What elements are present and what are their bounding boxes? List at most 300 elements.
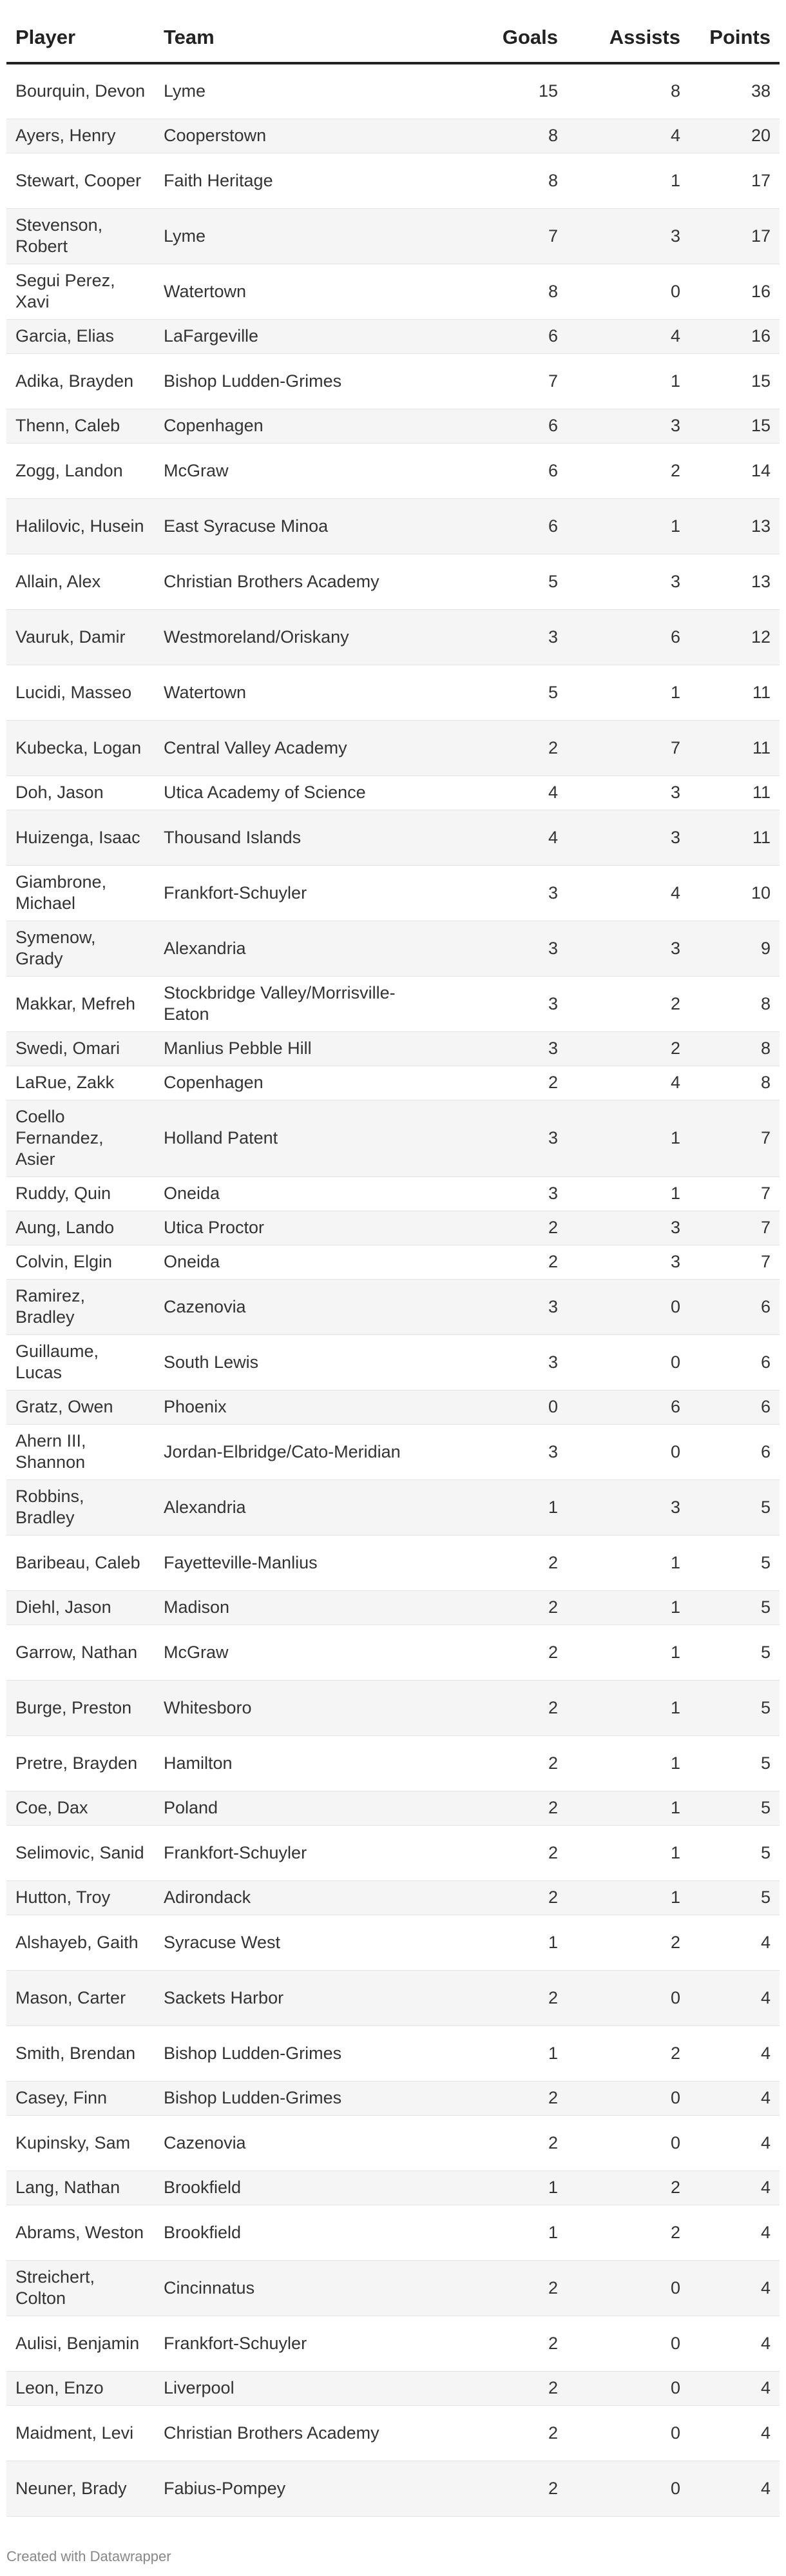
cell-player: Ahern III, Shannon: [6, 1424, 155, 1479]
cell-assists: 0: [567, 2371, 689, 2405]
table-row: [6, 976, 780, 1031]
cell-points: 4: [689, 1970, 780, 2025]
cell-assists: 4: [567, 319, 689, 353]
cell-player: Lucidi, Masseo: [6, 665, 155, 720]
cell-assists: 0: [567, 1424, 689, 1479]
cell-team: Brookfield: [155, 2171, 438, 2205]
table-row: [6, 319, 780, 353]
cell-team: Westmoreland/Oriskany: [155, 609, 438, 665]
cell-points: 16: [689, 264, 780, 319]
cell-player: Alshayeb, Gaith: [6, 1915, 155, 1970]
cell-assists: 4: [567, 865, 689, 921]
cell-goals: 3: [438, 1176, 567, 1211]
cell-points: 12: [689, 609, 780, 665]
cell-assists: 1: [567, 1825, 689, 1880]
cell-points: 6: [689, 1390, 780, 1424]
cell-points: 11: [689, 776, 780, 810]
table-row: [6, 1100, 780, 1176]
cell-goals: 2: [438, 2371, 567, 2405]
cell-player: Coe, Dax: [6, 1791, 155, 1825]
cell-team: Copenhagen: [155, 409, 438, 443]
cell-points: 20: [689, 119, 780, 153]
cell-player: Makkar, Mefreh: [6, 976, 155, 1031]
cell-points: 17: [689, 153, 780, 208]
column-header-assists[interactable]: Assists: [567, 13, 689, 63]
cell-team: Hamilton: [155, 1735, 438, 1791]
cell-player: Halilovic, Husein: [6, 498, 155, 554]
table-row: [6, 153, 780, 208]
cell-goals: 3: [438, 1031, 567, 1066]
table-row: [6, 1880, 780, 1915]
cell-points: 6: [689, 1334, 780, 1390]
table-row: [6, 1424, 780, 1479]
table-row: [6, 2171, 780, 2205]
cell-goals: 3: [438, 921, 567, 976]
cell-assists: 3: [567, 810, 689, 865]
cell-goals: 1: [438, 2171, 567, 2205]
table-row: [6, 2461, 780, 2516]
cell-assists: 2: [567, 2171, 689, 2205]
cell-assists: 3: [567, 554, 689, 609]
cell-goals: 2: [438, 2316, 567, 2371]
table-row: [6, 1176, 780, 1211]
cell-assists: 0: [567, 2405, 689, 2461]
cell-player: Huizenga, Isaac: [6, 810, 155, 865]
cell-points: 4: [689, 2115, 780, 2171]
cell-team: Christian Brothers Academy: [155, 554, 438, 609]
cell-assists: 1: [567, 353, 689, 409]
cell-assists: 0: [567, 1279, 689, 1334]
cell-points: 4: [689, 2260, 780, 2316]
cell-goals: 1: [438, 2025, 567, 2081]
table-header: [6, 13, 780, 63]
cell-assists: 3: [567, 409, 689, 443]
column-header-player[interactable]: Player: [6, 13, 155, 63]
table-row: [6, 2371, 780, 2405]
cell-assists: 1: [567, 1880, 689, 1915]
cell-assists: 4: [567, 119, 689, 153]
cell-goals: 3: [438, 1100, 567, 1176]
cell-player: Garcia, Elias: [6, 319, 155, 353]
table-row: [6, 665, 780, 720]
cell-assists: 6: [567, 609, 689, 665]
cell-assists: 7: [567, 720, 689, 776]
cell-player: Guillaume, Lucas: [6, 1334, 155, 1390]
cell-team: Cincinnatus: [155, 2260, 438, 2316]
cell-player: Ayers, Henry: [6, 119, 155, 153]
cell-points: 8: [689, 1066, 780, 1100]
cell-goals: 6: [438, 319, 567, 353]
cell-player: Diehl, Jason: [6, 1590, 155, 1625]
table-row: [6, 1825, 780, 1880]
cell-assists: 1: [567, 1791, 689, 1825]
column-header-team[interactable]: Team: [155, 13, 438, 63]
cell-points: 16: [689, 319, 780, 353]
cell-goals: 7: [438, 208, 567, 264]
cell-team: Utica Academy of Science: [155, 776, 438, 810]
cell-goals: 1: [438, 1915, 567, 1970]
cell-points: 13: [689, 498, 780, 554]
cell-player: Swedi, Omari: [6, 1031, 155, 1066]
cell-player: Aung, Lando: [6, 1211, 155, 1245]
cell-team: Lyme: [155, 208, 438, 264]
cell-team: Liverpool: [155, 2371, 438, 2405]
table-row: [6, 2260, 780, 2316]
cell-goals: 3: [438, 1424, 567, 1479]
cell-assists: 2: [567, 1031, 689, 1066]
cell-team: Faith Heritage: [155, 153, 438, 208]
table-row: [6, 554, 780, 609]
cell-team: Utica Proctor: [155, 1211, 438, 1245]
cell-assists: 0: [567, 2461, 689, 2516]
table-row: [6, 1590, 780, 1625]
cell-player: Coello Fernandez, Asier: [6, 1100, 155, 1176]
cell-points: 6: [689, 1424, 780, 1479]
table-row: [6, 776, 780, 810]
cell-team: Jordan-Elbridge/Cato-Meridian: [155, 1424, 438, 1479]
table-row: [6, 1625, 780, 1680]
cell-team: Frankfort-Schuyler: [155, 2316, 438, 2371]
cell-assists: 0: [567, 1970, 689, 2025]
cell-team: Manlius Pebble Hill: [155, 1031, 438, 1066]
cell-goals: 15: [438, 63, 567, 119]
datawrapper-credit[interactable]: Created with Datawrapper: [6, 2548, 171, 2564]
cell-player: Symenow, Grady: [6, 921, 155, 976]
cell-goals: 2: [438, 1680, 567, 1735]
table-row: [6, 353, 780, 409]
cell-goals: 2: [438, 1791, 567, 1825]
cell-team: East Syracuse Minoa: [155, 498, 438, 554]
cell-team: Cooperstown: [155, 119, 438, 153]
stats-table: [6, 13, 780, 2517]
cell-points: 4: [689, 2371, 780, 2405]
table-row: [6, 443, 780, 498]
table-row: [6, 1279, 780, 1334]
cell-assists: 3: [567, 776, 689, 810]
cell-player: Segui Perez, Xavi: [6, 264, 155, 319]
cell-points: 4: [689, 2205, 780, 2260]
cell-goals: 2: [438, 1625, 567, 1680]
cell-assists: 2: [567, 2025, 689, 2081]
cell-goals: 2: [438, 2115, 567, 2171]
cell-team: South Lewis: [155, 1334, 438, 1390]
cell-points: 13: [689, 554, 780, 609]
cell-assists: 3: [567, 1245, 689, 1279]
cell-assists: 1: [567, 153, 689, 208]
table-row: [6, 1334, 780, 1390]
cell-points: 5: [689, 1680, 780, 1735]
cell-player: Casey, Finn: [6, 2081, 155, 2115]
cell-assists: 2: [567, 1915, 689, 1970]
cell-points: 10: [689, 865, 780, 921]
cell-player: Thenn, Caleb: [6, 409, 155, 443]
cell-team: Oneida: [155, 1176, 438, 1211]
column-header-points[interactable]: Points: [689, 13, 780, 63]
cell-team: Phoenix: [155, 1390, 438, 1424]
cell-points: 5: [689, 1535, 780, 1590]
cell-goals: 2: [438, 1590, 567, 1625]
cell-points: 38: [689, 63, 780, 119]
cell-assists: 3: [567, 1211, 689, 1245]
cell-player: Gratz, Owen: [6, 1390, 155, 1424]
table-row: [6, 409, 780, 443]
cell-goals: 8: [438, 153, 567, 208]
cell-points: 15: [689, 353, 780, 409]
cell-goals: 2: [438, 1535, 567, 1590]
cell-points: 9: [689, 921, 780, 976]
table-row: [6, 119, 780, 153]
cell-points: 11: [689, 720, 780, 776]
cell-goals: 3: [438, 1334, 567, 1390]
table-row: [6, 2205, 780, 2260]
cell-goals: 1: [438, 1479, 567, 1535]
cell-player: Baribeau, Caleb: [6, 1535, 155, 1590]
cell-team: Cazenovia: [155, 1279, 438, 1334]
table-row: [6, 1211, 780, 1245]
cell-player: Doh, Jason: [6, 776, 155, 810]
table-row: [6, 1245, 780, 1279]
table-row: [6, 1915, 780, 1970]
cell-team: Poland: [155, 1791, 438, 1825]
cell-team: Fayetteville-Manlius: [155, 1535, 438, 1590]
cell-assists: 0: [567, 2316, 689, 2371]
cell-goals: 8: [438, 264, 567, 319]
cell-goals: 2: [438, 2081, 567, 2115]
cell-player: Leon, Enzo: [6, 2371, 155, 2405]
cell-assists: 1: [567, 665, 689, 720]
cell-player: Mason, Carter: [6, 1970, 155, 2025]
cell-goals: 8: [438, 119, 567, 153]
cell-points: 5: [689, 1825, 780, 1880]
table-row: [6, 1970, 780, 2025]
table-row: [6, 2115, 780, 2171]
cell-team: Central Valley Academy: [155, 720, 438, 776]
cell-team: Fabius-Pompey: [155, 2461, 438, 2516]
cell-assists: 0: [567, 2081, 689, 2115]
cell-team: Copenhagen: [155, 1066, 438, 1100]
cell-assists: 1: [567, 498, 689, 554]
cell-assists: 0: [567, 1334, 689, 1390]
cell-player: Streichert, Colton: [6, 2260, 155, 2316]
cell-team: Watertown: [155, 665, 438, 720]
table-row: [6, 498, 780, 554]
cell-player: Kubecka, Logan: [6, 720, 155, 776]
cell-player: Giambrone, Michael: [6, 865, 155, 921]
cell-player: Aulisi, Benjamin: [6, 2316, 155, 2371]
cell-goals: 3: [438, 1279, 567, 1334]
cell-goals: 5: [438, 665, 567, 720]
cell-assists: 0: [567, 2260, 689, 2316]
cell-assists: 3: [567, 921, 689, 976]
table-row: [6, 2081, 780, 2115]
cell-player: Zogg, Landon: [6, 443, 155, 498]
cell-player: Abrams, Weston: [6, 2205, 155, 2260]
cell-player: Smith, Brendan: [6, 2025, 155, 2081]
cell-assists: 8: [567, 63, 689, 119]
table-row: [6, 1031, 780, 1066]
cell-team: LaFargeville: [155, 319, 438, 353]
cell-team: Bishop Ludden-Grimes: [155, 353, 438, 409]
cell-player: Robbins, Bradley: [6, 1479, 155, 1535]
cell-player: Bourquin, Devon: [6, 63, 155, 119]
cell-goals: 2: [438, 1211, 567, 1245]
cell-player: Burge, Preston: [6, 1680, 155, 1735]
table-row: [6, 1535, 780, 1590]
cell-points: 4: [689, 2461, 780, 2516]
cell-assists: 1: [567, 1590, 689, 1625]
cell-goals: 2: [438, 1245, 567, 1279]
table-body: [6, 63, 780, 2516]
cell-points: 4: [689, 2316, 780, 2371]
cell-assists: 3: [567, 1479, 689, 1535]
cell-goals: 2: [438, 2461, 567, 2516]
cell-goals: 2: [438, 1970, 567, 2025]
cell-goals: 3: [438, 976, 567, 1031]
cell-assists: 1: [567, 1535, 689, 1590]
cell-assists: 2: [567, 2205, 689, 2260]
cell-team: Lyme: [155, 63, 438, 119]
cell-player: Stevenson, Robert: [6, 208, 155, 264]
cell-goals: 2: [438, 1735, 567, 1791]
cell-points: 5: [689, 1590, 780, 1625]
table-row: [6, 208, 780, 264]
cell-goals: 4: [438, 776, 567, 810]
cell-points: 17: [689, 208, 780, 264]
cell-points: 5: [689, 1735, 780, 1791]
cell-team: Cazenovia: [155, 2115, 438, 2171]
table-row: [6, 2316, 780, 2371]
table-row: [6, 720, 780, 776]
cell-goals: 7: [438, 353, 567, 409]
cell-team: Bishop Ludden-Grimes: [155, 2081, 438, 2115]
cell-team: Christian Brothers Academy: [155, 2405, 438, 2461]
cell-team: Stockbridge Valley/Morrisville-Eaton: [155, 976, 438, 1031]
cell-points: 4: [689, 2171, 780, 2205]
cell-goals: 2: [438, 1880, 567, 1915]
cell-player: Lang, Nathan: [6, 2171, 155, 2205]
cell-assists: 0: [567, 264, 689, 319]
table-row: [6, 264, 780, 319]
cell-player: Vauruk, Damir: [6, 609, 155, 665]
cell-player: Maidment, Levi: [6, 2405, 155, 2461]
cell-points: 5: [689, 1479, 780, 1535]
cell-team: Holland Patent: [155, 1100, 438, 1176]
cell-player: Colvin, Elgin: [6, 1245, 155, 1279]
cell-goals: 2: [438, 1066, 567, 1100]
cell-goals: 4: [438, 810, 567, 865]
cell-points: 11: [689, 810, 780, 865]
cell-assists: 4: [567, 1066, 689, 1100]
cell-assists: 1: [567, 1680, 689, 1735]
cell-assists: 1: [567, 1100, 689, 1176]
table-row: [6, 1066, 780, 1100]
table-row: [6, 2405, 780, 2461]
cell-points: 8: [689, 976, 780, 1031]
cell-player: Hutton, Troy: [6, 1880, 155, 1915]
cell-player: Ruddy, Quin: [6, 1176, 155, 1211]
table-row: [6, 1680, 780, 1735]
cell-player: Neuner, Brady: [6, 2461, 155, 2516]
cell-goals: 2: [438, 2260, 567, 2316]
cell-team: Bishop Ludden-Grimes: [155, 2025, 438, 2081]
header-row: [6, 13, 780, 63]
column-header-goals[interactable]: Goals: [438, 13, 567, 63]
cell-points: 4: [689, 2405, 780, 2461]
cell-goals: 6: [438, 443, 567, 498]
table-row: [6, 865, 780, 921]
cell-team: Sackets Harbor: [155, 1970, 438, 2025]
cell-goals: 6: [438, 498, 567, 554]
cell-team: Frankfort-Schuyler: [155, 1825, 438, 1880]
cell-goals: 1: [438, 2205, 567, 2260]
cell-points: 7: [689, 1100, 780, 1176]
cell-points: 4: [689, 2025, 780, 2081]
cell-goals: 2: [438, 1825, 567, 1880]
cell-player: Pretre, Brayden: [6, 1735, 155, 1791]
cell-points: 15: [689, 409, 780, 443]
cell-player: Ramirez, Bradley: [6, 1279, 155, 1334]
cell-player: LaRue, Zakk: [6, 1066, 155, 1100]
cell-team: Alexandria: [155, 1479, 438, 1535]
cell-goals: 0: [438, 1390, 567, 1424]
cell-assists: 1: [567, 1735, 689, 1791]
cell-assists: 6: [567, 1390, 689, 1424]
cell-team: Whitesboro: [155, 1680, 438, 1735]
cell-goals: 6: [438, 409, 567, 443]
cell-team: Thousand Islands: [155, 810, 438, 865]
table-row: [6, 609, 780, 665]
cell-team: Syracuse West: [155, 1915, 438, 1970]
cell-player: Selimovic, Sanid: [6, 1825, 155, 1880]
cell-team: Frankfort-Schuyler: [155, 865, 438, 921]
cell-points: 5: [689, 1625, 780, 1680]
table-row: [6, 921, 780, 976]
table-row: [6, 810, 780, 865]
cell-assists: 0: [567, 2115, 689, 2171]
cell-points: 4: [689, 1915, 780, 1970]
cell-player: Stewart, Cooper: [6, 153, 155, 208]
cell-points: 7: [689, 1245, 780, 1279]
cell-assists: 1: [567, 1625, 689, 1680]
cell-points: 4: [689, 2081, 780, 2115]
cell-points: 11: [689, 665, 780, 720]
table-row: [6, 63, 780, 119]
cell-points: 7: [689, 1176, 780, 1211]
cell-assists: 1: [567, 1176, 689, 1211]
cell-points: 5: [689, 1791, 780, 1825]
cell-team: McGraw: [155, 443, 438, 498]
cell-player: Adika, Brayden: [6, 353, 155, 409]
table-row: [6, 1390, 780, 1424]
cell-team: McGraw: [155, 1625, 438, 1680]
table-row: [6, 1479, 780, 1535]
cell-points: 5: [689, 1880, 780, 1915]
cell-team: Watertown: [155, 264, 438, 319]
cell-assists: 2: [567, 443, 689, 498]
table-row: [6, 2025, 780, 2081]
cell-team: Alexandria: [155, 921, 438, 976]
cell-player: Allain, Alex: [6, 554, 155, 609]
cell-points: 8: [689, 1031, 780, 1066]
cell-goals: 2: [438, 2405, 567, 2461]
cell-team: Oneida: [155, 1245, 438, 1279]
cell-points: 7: [689, 1211, 780, 1245]
table-row: [6, 1735, 780, 1791]
cell-assists: 2: [567, 976, 689, 1031]
cell-team: Madison: [155, 1590, 438, 1625]
table-row: [6, 1791, 780, 1825]
cell-points: 14: [689, 443, 780, 498]
